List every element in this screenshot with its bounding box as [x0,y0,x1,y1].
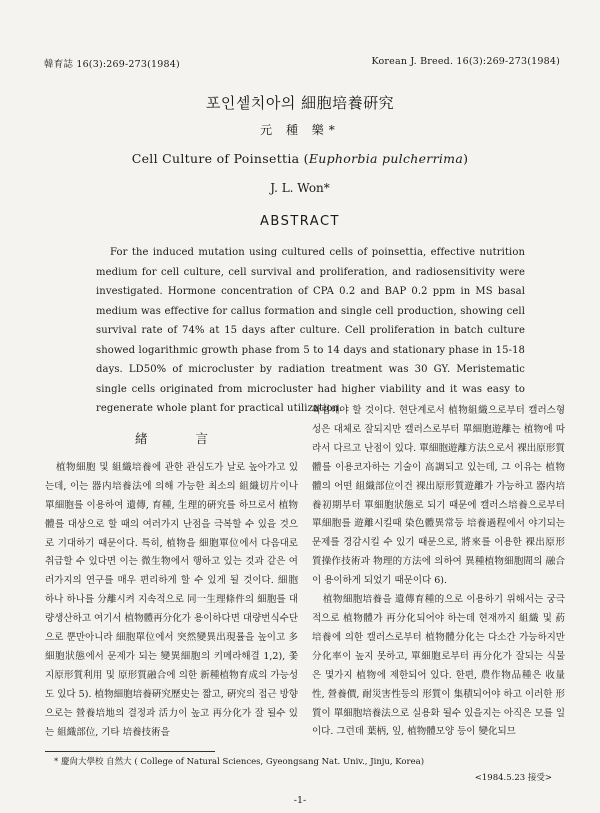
title-english-suffix: ) [463,151,469,166]
footnote-affiliation: * 慶尙大學校 自然大 ( College of Natural Sciences, Gyeongsang Nat. Univ., Jinju, Korea) [54,757,425,767]
title-korean: 포인셑치아의 細胞培養硏究 [205,94,395,112]
header-left-citation: 韓育誌 16(3):269-273(1984) [44,59,180,70]
header-right-citation: Korean J. Breed. 16(3):269-273(1984) [371,56,560,67]
abstract-body: For the induced mutation using cultured cells of poinsettia, effective nutrition medium for cell culture, cell survival and proliferation, and radiosensitivity were investigated. Hormone concentration of CPA 0.2 and BAP 0.2 ppm in MS basal medium was effective for callus formation and single cell production, showing cell survival rate of 74% at 15 days after culture. Cell proliferation in batch culture showed logarithmic growth phase from 5 to 14 days and stationary phase in 15-18 days. LD50% of microcluster by radiation treatment was 30 GY. Meristematic single cells originated from microcluster had higher viability and it was easy to regenerate whole plant for practical utilization. [96,247,525,414]
introduction-heading: 緖 言 [135,431,230,446]
received-date: <1984.5.23 接受> [474,773,552,783]
right-column [312,402,565,742]
abstract-heading: ABSTRACT [260,214,340,229]
introduction-paragraph-1: 植物細胞 및 組織培養에 관한 관심도가 날로 높아가고 있는데, 이는 器内培養法에 의해 가능한 최소의 組織切片이나 單細胞를 이용하여 遺傳, 育種, 生理的硏究를 하므로서 植物體를 대상으로 할 때의 여러가지 난점을 극복할 수 있을 것으로 기대하기 때문이다. 특히, 植物을 細胞單位에서 다음대로 취급할 수 있다면 이는 微生物에서 행하고 있는 것과 같은 여러가지의 연구를 매우 편리하게 할 수 있게 될 것이다. 細胞 하나 하나를 分離시켜 지속적으로 同一生理條件의 細胞를 대량생산하고 여기서 植物體再分化가 용이하다면 대량번식수단으로 뿐만아니라 細胞單位에서 突然變異出現률을 높이고 多細胞狀態에서 문제가 되는 變異細胞의 키메라해결 1,2), 쫓지原形質利用 및 原形質融合에 의한 新種植物育成의 가능성도 있다 5). 植物細胞培養硏究歷史는 짧고, 硏究의 접근 방향으로는 營養培地의 결정과 活力이 높고 再分化가 잘 될수 있는 組織部位, 기타 培養技術을 [45,461,298,738]
left-column [45,430,298,743]
title-english-species: Euphorbia pulcherrima [308,151,464,166]
page-number: -1- [293,795,307,806]
title-english [0,151,600,166]
author-english: J. L. Won* [270,181,330,195]
introduction-paragraph-1-continued: 확립해야 할 것이다. 현단계로서 植物組織으로부터 캘러스형성은 대체로 잘되지만 캘러스로부터 單細胞遊離는 植物에 따라서 다르고 난점이 있다. 單細胞遊離方法으로서 裸出原形質體를 이용코자하는 기술이 高調되고 있는데, 그 이유는 植物體의 어떤 組織部位이건 裸出原形質遊離가 가능하고 器内培養初期부터 單細胞狀態로 되기 때문에 캘러스培養으로부터 單細胞를 遊離시킬때 染色體異常등 培養過程에서 야기되는 문제를 경감시킬 수 있기 때문으로, 將來를 이용한 裸出原形質操作技術과 物理的方法에 의하여 異種植物細胞間의 融合이 용이하게 되었기 때문이다 6). [312,405,565,587]
author-korean: 元 種 樂* [260,123,340,137]
title-english-prefix: Cell Culture of Poinsettia ( [131,151,309,166]
running-header [44,56,560,70]
introduction-paragraph-2: 植物細胞培養을 遺傳育種的으로 이용하기 위해서는 궁극적으로 植物體가 再分化되어야 하는데 현재까지 組織 및 葯培養에 의한 캘러스로부터 植物體分化는 다소간 가능하지만 分化率이 높지 못하고, 單細胞로부터 再分化가 잘되는 식물은 몇가지 植物에 제한되어 있다. 한편, 農作物品種은 收量性, 營養價, 耐災害性등의 形質이 集積되어야 하고 이러한 形質이 單細胞培養法으로 실용화 될수 있을지는 아직은 모를 일이다. 그런데 葉柄, 잎, 植物體모양 등이 變化되므 [312,594,565,738]
footnote-divider [45,751,215,752]
